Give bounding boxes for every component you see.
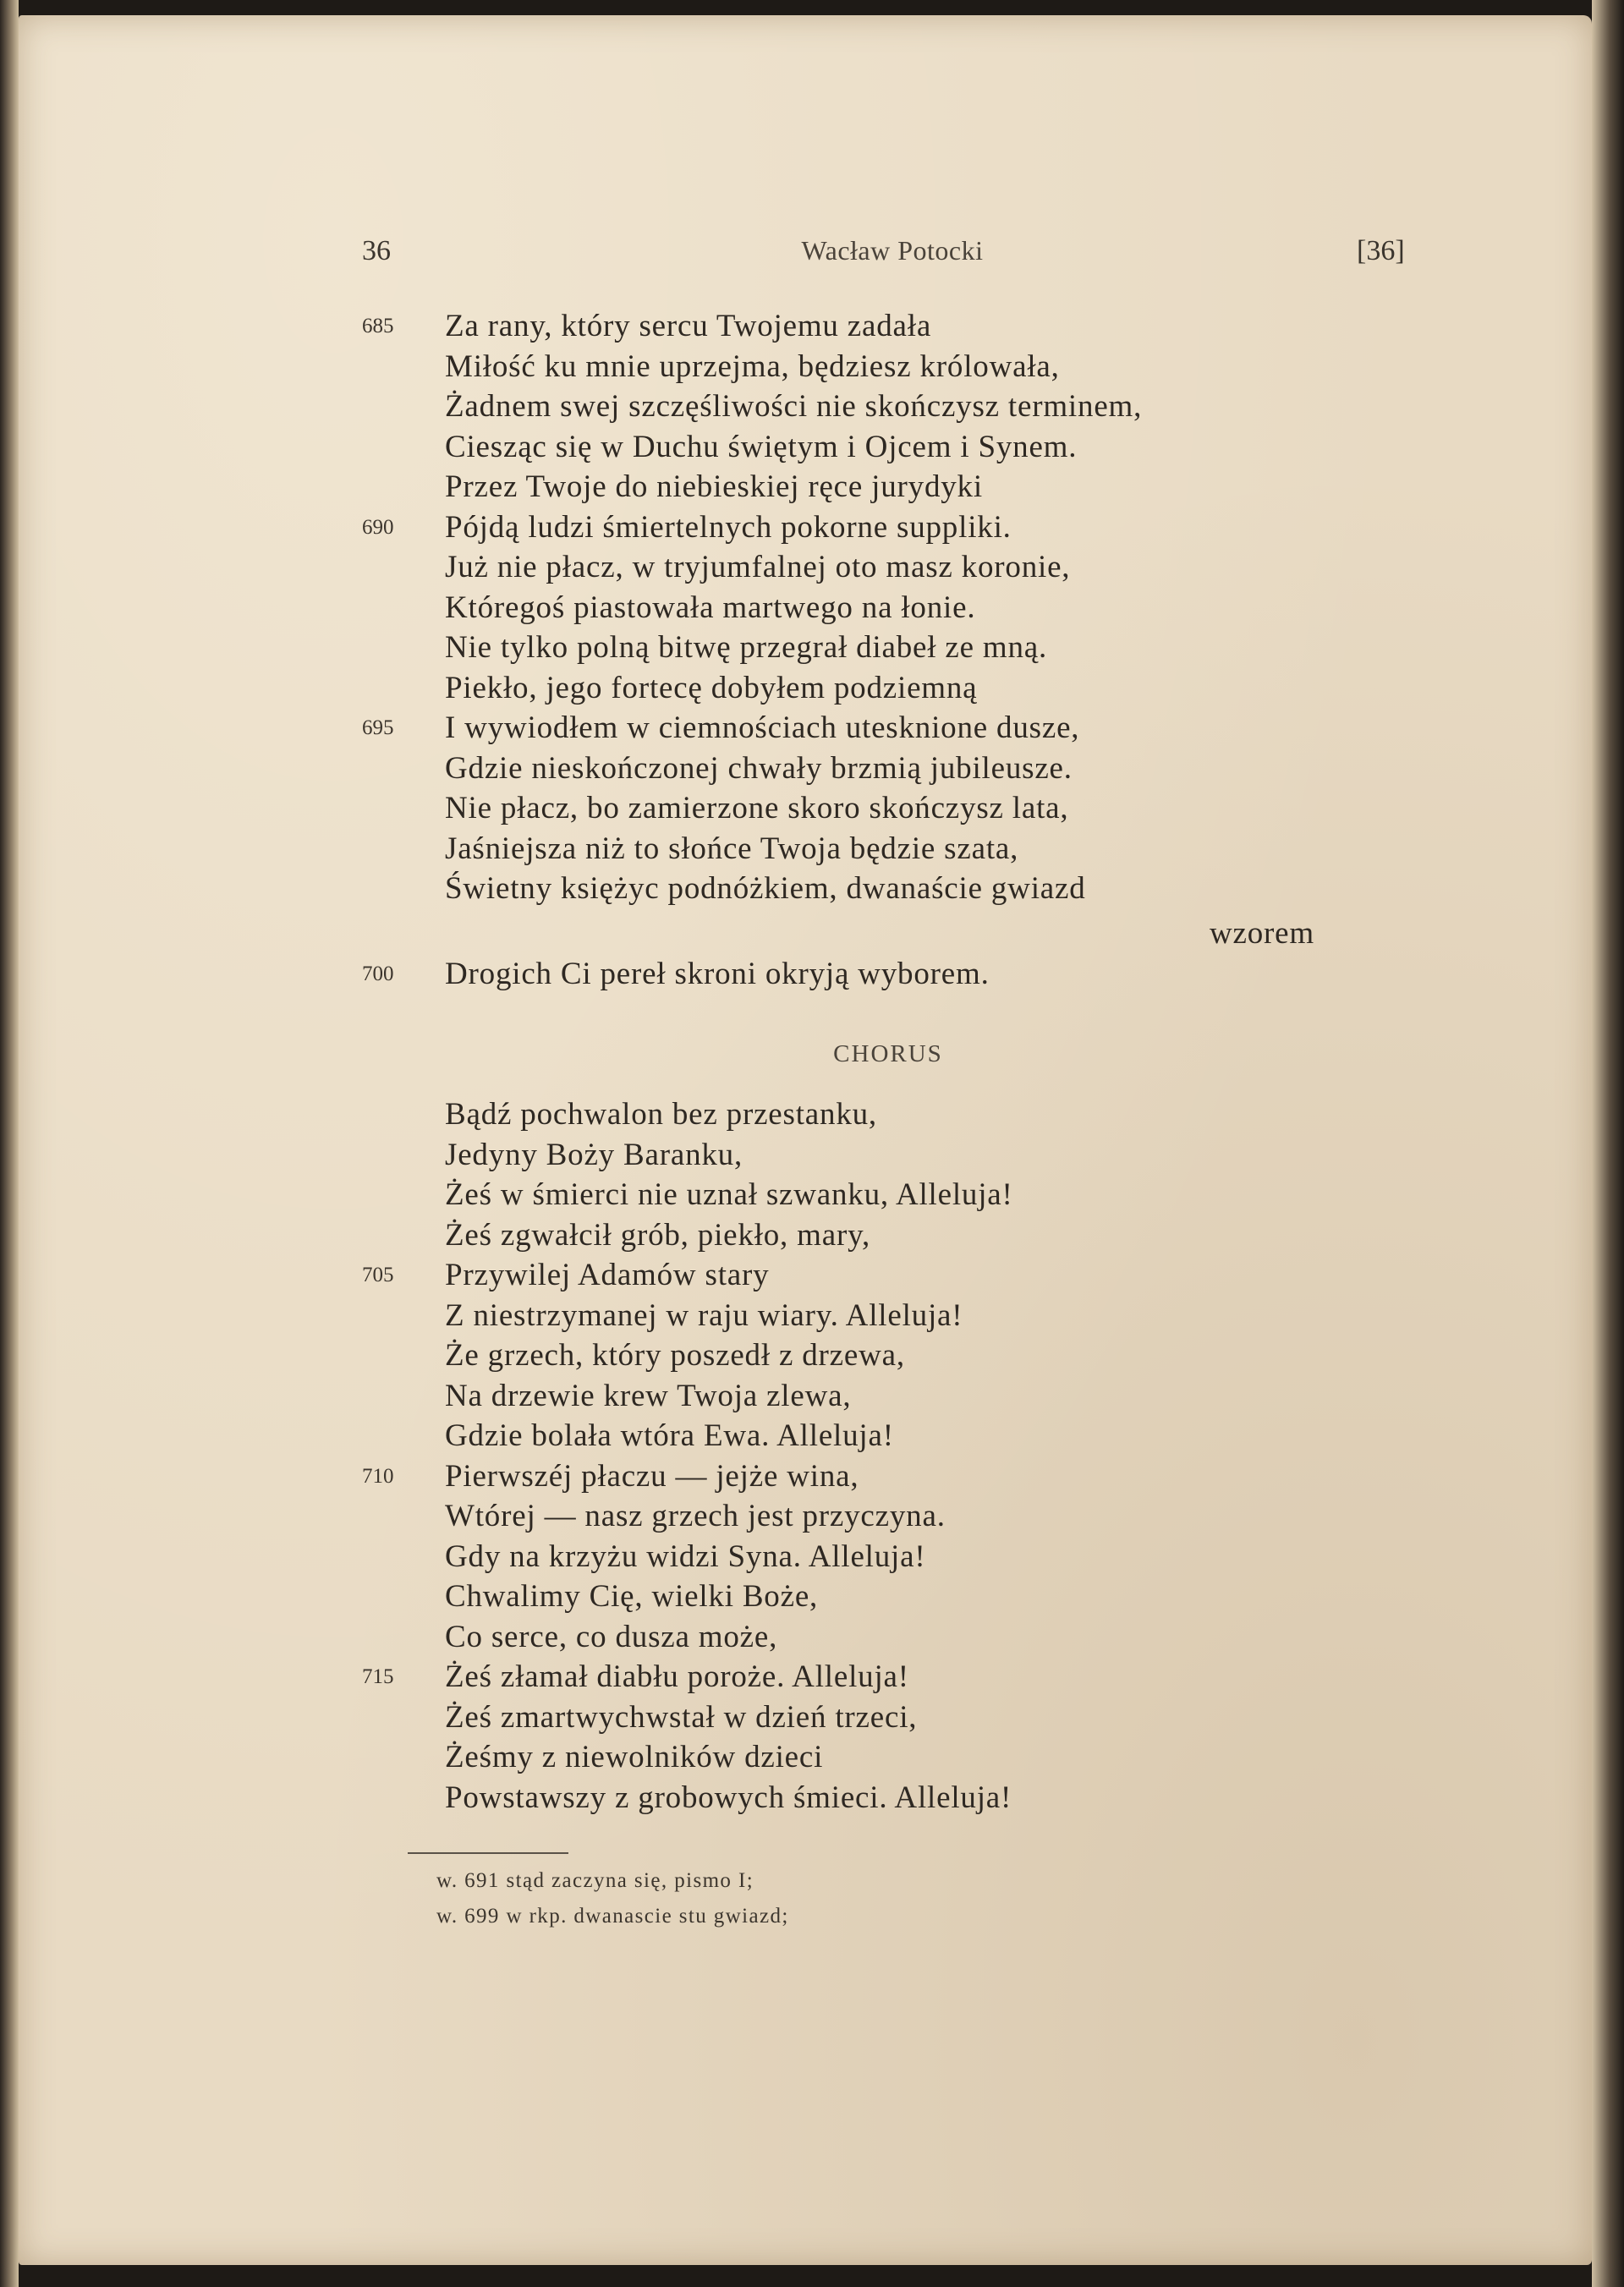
verse-line: Z niestrzymanej w raju wiary. Alleluja! bbox=[445, 1297, 963, 1333]
verse-line: Że grzech, który poszedł z drzewa, bbox=[445, 1338, 905, 1373]
verse-line: Za rany, który sercu Twojemu zadała bbox=[445, 309, 932, 343]
verse-line: Ciesząc się w Duchu świętym i Ojcem i Synem. bbox=[445, 429, 1078, 464]
verse-line: Miłość ku mnie uprzejma, będziesz królowała, bbox=[445, 348, 1060, 384]
page-header bbox=[0, 235, 1624, 277]
verse-line: Żeś złamał diabłu poroże. Alleluja! bbox=[445, 1659, 909, 1694]
verse-line: Nie płacz, bo zamierzone skoro skończysz lata, bbox=[445, 791, 1069, 825]
line-number: 710 bbox=[362, 1464, 394, 1488]
verse-wrap-word: wzorem bbox=[1210, 916, 1314, 951]
verse-line: Świetny księżyc podnóżkiem, dwanaście gwiazd bbox=[445, 871, 1086, 906]
verse-line: Nie tylko polną bitwę przegrał diabeł ze mną. bbox=[445, 630, 1048, 665]
verse-line: Żeś w śmierci nie uznał szwanku, Alleluja! bbox=[445, 1177, 1013, 1212]
line-number: 690 bbox=[362, 515, 394, 539]
verse-line: Przez Twoje do niebieskiej ręce jurydyki bbox=[445, 469, 983, 504]
verse-line: Pierwszéj płaczu — jejże wina, bbox=[445, 1458, 859, 1494]
verse-line: Jedyny Boży Baranku, bbox=[445, 1137, 743, 1172]
verse-line: Gdzie bolała wtóra Ewa. Alleluja! bbox=[445, 1418, 894, 1453]
verse-line: Na drzewie krew Twoja zlewa, bbox=[445, 1378, 852, 1413]
verse-line: Bądź pochwalon bez przestanku, bbox=[445, 1097, 877, 1132]
verse-line: Drogich Ci pereł skroni okryją wyborem. bbox=[445, 957, 990, 991]
verse-line: Pójdą ludzi śmiertelnych pokorne suppliki. bbox=[445, 509, 1012, 545]
chorus-heading: CHORUS bbox=[833, 1040, 943, 1067]
footnote: w. 691 stąd zaczyna się, pismo I; bbox=[436, 1869, 754, 1892]
verse-line: Gdzie nieskończonej chwały brzmią jubileusze. bbox=[445, 750, 1073, 786]
verse-line: Żeś zgwałcił grób, piekło, mary, bbox=[445, 1217, 871, 1253]
page-right-edge bbox=[1592, 0, 1624, 2287]
line-number: 700 bbox=[362, 963, 394, 985]
line-number: 695 bbox=[362, 716, 394, 739]
verse-line: Jaśniejsza niż to słońce Twoja będzie szata, bbox=[445, 831, 1019, 866]
line-number: 685 bbox=[362, 315, 394, 337]
verse-line: Przywilej Adamów stary bbox=[445, 1258, 770, 1292]
footnote: w. 699 w rkp. dwanascie stu gwiazd; bbox=[436, 1905, 789, 1928]
running-head-author: Wacław Potocki bbox=[801, 235, 984, 266]
bracket-page-number: [36] bbox=[1357, 235, 1405, 266]
line-number: 715 bbox=[362, 1665, 394, 1688]
verse-line: Gdy na krzyżu widzi Syna. Alleluja! bbox=[445, 1538, 926, 1574]
verse-line: Już nie płacz, w tryjumfalnej oto masz koronie, bbox=[445, 550, 1071, 584]
verse-line: Wtórej — nasz grzech jest przyczyna. bbox=[445, 1499, 946, 1533]
verse-line: Powstawszy z grobowych śmieci. Alleluja! bbox=[445, 1780, 1012, 1815]
verse-line: Chwalimy Cię, wielki Boże, bbox=[445, 1579, 819, 1614]
verse-line: Któregoś piastowała martwego na łonie. bbox=[445, 590, 976, 625]
verse-line: I wywiodłem w ciemnościach utesknione dusze, bbox=[445, 710, 1080, 745]
page-number: 36 bbox=[362, 235, 391, 266]
verse-line: Piekło, jego fortecę dobyłem podziemną bbox=[445, 670, 978, 705]
verse-line: Żeśmy z niewolników dzieci bbox=[445, 1740, 824, 1774]
verse-line: Co serce, co dusza może, bbox=[445, 1619, 778, 1654]
line-number: 705 bbox=[362, 1264, 394, 1286]
page-left-edge bbox=[0, 0, 19, 2287]
verse-line: Żadnem swej szczęśliwości nie skończysz terminem, bbox=[445, 389, 1143, 424]
footnote-rule bbox=[408, 1852, 568, 1854]
verse-line: Żeś zmartwychwstał w dzień trzeci, bbox=[445, 1699, 918, 1735]
